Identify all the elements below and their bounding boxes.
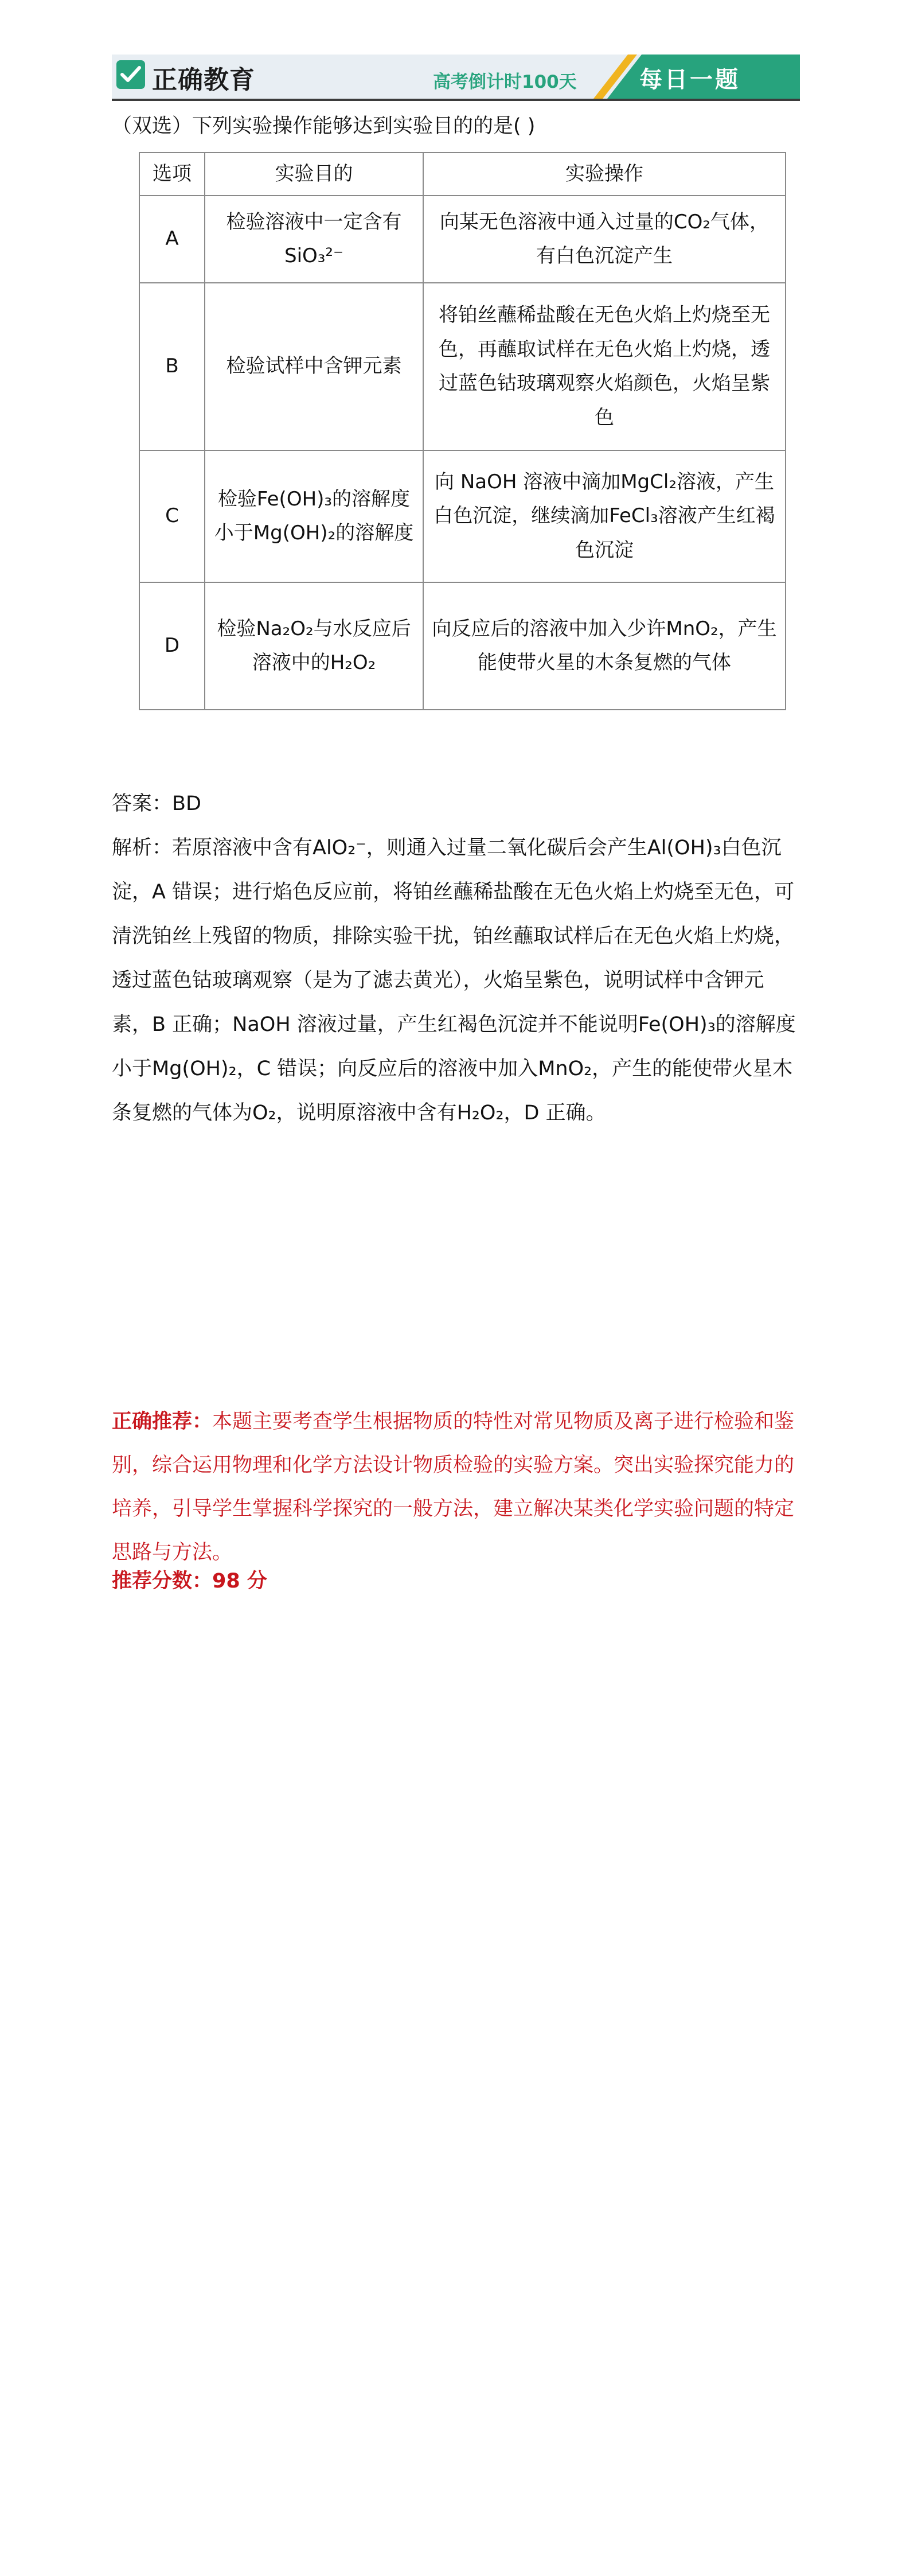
table-row <box>139 582 786 710</box>
answer-text: 答案：BD <box>112 792 201 815</box>
table-row <box>139 196 786 283</box>
daily-title: 每日一题 <box>639 67 740 93</box>
options-table <box>139 152 786 710</box>
header-option: 选项 <box>139 153 205 196</box>
countdown-text: 高考倒计时100天 <box>433 72 577 92</box>
header-banner <box>112 55 800 99</box>
option-label: D <box>139 582 205 710</box>
question-stem: （双选）下列实验操作能够达到实验目的的是( ) <box>112 115 536 138</box>
header-operation: 实验操作 <box>423 153 786 196</box>
purpose-cell: 检验试样中含钾元素 <box>205 283 423 450</box>
recommendation-text: 本题主要考查学生根据物质的特性对常见物质及离子进行检验和鉴别，综合运用物理和化学方法设计物质检验的实验方案。突出实验探究能力的培养，引导学生掌握科学探究的一般方法，建立解决某类化学实验问题的特定思路与方法。 <box>112 1410 795 1564</box>
purpose-cell: 检验Na₂O₂与水反应后溶液中的H₂O₂ <box>205 582 423 710</box>
purpose-cell: 检验Fe(OH)₃的溶解度小于Mg(OH)₂的溶解度 <box>205 450 423 582</box>
operation-cell: 将铂丝蘸稀盐酸在无色火焰上灼烧至无色，再蘸取试样在无色火焰上灼烧，透过蓝色钴玻璃观察火焰颜色，火焰呈紫色 <box>423 283 786 450</box>
checkmark-icon <box>116 60 145 89</box>
option-label: B <box>139 283 205 450</box>
table-row <box>139 283 786 450</box>
analysis-text: 解析：若原溶液中含有AlO₂⁻，则通入过量二氧化碳后会产生Al(OH)₃白色沉淀，A 错误；进行焰色反应前，将铂丝蘸稀盐酸在无色火焰上灼烧至无色，可清洗铂丝上残留的物质，排除实验干扰，铂丝蘸取试样后在无色火焰上灼烧，透过蓝色钴玻璃观察（是为了滤去黄光），火焰呈紫色，说明试样中含钾元素，B 正确；NaOH 溶液过量，产生红褐色沉淀并不能说明Fe(OH)₃的溶解度小于Mg(OH)₂，C 错误；向反应后的溶液中加入MnO₂，产生的能使带火星木条复燃的气体为O₂，说明原溶液中含有H₂O₂，D 正确。 <box>112 836 796 1124</box>
purpose-cell: 检验溶液中一定含有 SiO₃²⁻ <box>205 196 423 283</box>
recommended-score: 推荐分数：98 分 <box>112 1570 267 1593</box>
operation-cell: 向 NaOH 溶液中滴加MgCl₂溶液，产生白色沉淀，继续滴加FeCl₃溶液产生红褐色沉淀 <box>423 450 786 582</box>
option-label: A <box>139 196 205 283</box>
daily-badge <box>588 55 800 99</box>
brand-name: 正确教育 <box>152 65 255 95</box>
recommendation <box>112 1400 806 1574</box>
operation-cell: 向反应后的溶液中加入少许MnO₂，产生能使带火星的木条复燃的气体 <box>423 582 786 710</box>
header-divider <box>112 99 800 101</box>
operation-cell: 向某无色溶液中通入过量的CO₂气体，有白色沉淀产生 <box>423 196 786 283</box>
table-header-row <box>139 153 786 196</box>
header-purpose: 实验目的 <box>205 153 423 196</box>
table-row <box>139 450 786 582</box>
option-label: C <box>139 450 205 582</box>
recommendation-label: 正确推荐： <box>112 1410 213 1433</box>
